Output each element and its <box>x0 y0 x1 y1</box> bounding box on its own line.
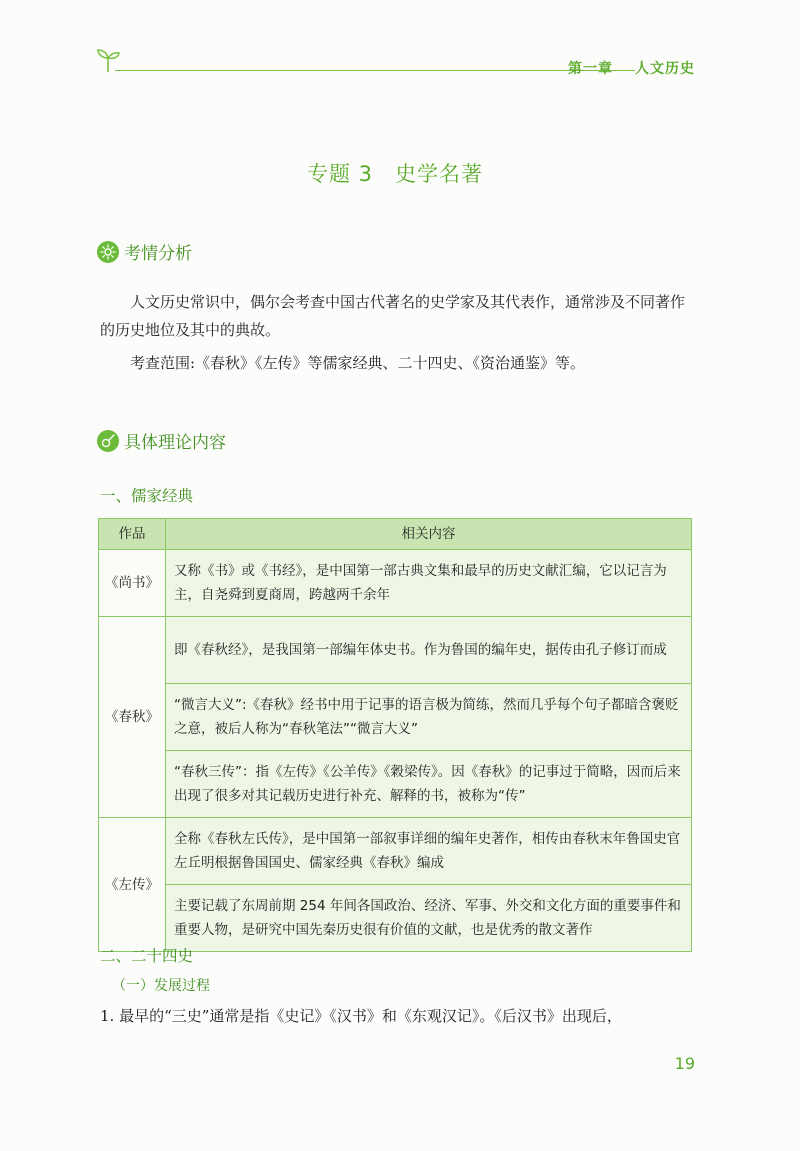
work-cell: 《春秋》 <box>99 617 166 818</box>
table-row <box>99 617 692 684</box>
content-cell: “春秋三传”：指《左传》《公羊传》《穀梁传》。因《春秋》的记事过于简略，因而后来出现了很多对其记载历史进行补充、解释的书，被称为“传” <box>166 751 692 818</box>
content-cell: 全称《春秋左氏传》，是中国第一部叙事详细的编年史著作，相传由春秋末年鲁国史官左丘明根据鲁国国史、儒家经典《春秋》编成 <box>166 818 692 885</box>
table-header-row <box>99 519 692 550</box>
chapter-title: 人文历史 <box>635 61 695 77</box>
classics-table <box>98 518 692 952</box>
table-row <box>99 550 692 617</box>
section-heading-text: 考情分析 <box>124 244 192 264</box>
analysis-paragraph-1: 人文历史常识中，偶尔会考查中国古代著名的史学家及其代表作，通常涉及不同著作的历史地位及其中的典故。 <box>100 293 686 339</box>
page-number: 19 <box>674 1054 695 1073</box>
column-header-content: 相关内容 <box>166 519 692 550</box>
content-cell: “微言大义”:《春秋》经书中用于记事的语言极为简练，然而几乎每个句子都暗含褒贬之意，被后人称为“春秋笔法”“微言大义” <box>166 684 692 751</box>
section-heading-text: 具体理论内容 <box>124 433 226 453</box>
subheading-development: （一）发展过程 <box>112 978 210 994</box>
page-header <box>95 44 695 84</box>
content-cell: 又称《书》或《书经》，是中国第一部古典文集和最早的历史文献汇编，它以记言为主，自尧舜到夏商周，跨越两千余年 <box>166 550 692 617</box>
history-paragraph-1: 1. 最早的“三史”通常是指《史记》《汉书》和《东观汉记》。《后汉书》出现后， <box>100 1007 622 1025</box>
topic-number: 专题 3 <box>306 162 374 186</box>
table-row <box>99 684 692 751</box>
header-divider <box>115 70 635 71</box>
topic-title <box>0 158 790 188</box>
content-cell: 主要记载了东周前期 254 年间各国政治、经济、军事、外交和文化方面的重要事件和重要人物，是研究中国先秦历史很有价值的文献，也是优秀的散文著作 <box>166 885 692 952</box>
work-cell: 《尚书》 <box>99 550 166 617</box>
subheading-confucian-classics: 一、儒家经典 <box>100 487 194 505</box>
section-heading-analysis <box>97 239 192 264</box>
work-cell: 《左传》 <box>99 818 166 952</box>
chapter-number: 第一章 <box>568 61 613 77</box>
topic-name: 史学名著 <box>395 162 484 186</box>
table-row <box>99 885 692 952</box>
content-cell: 即《春秋经》，是我国第一部编年体史书。作为鲁国的编年史，据传由孔子修订而成 <box>166 617 692 684</box>
sun-icon <box>97 241 119 263</box>
column-header-work: 作品 <box>99 519 166 550</box>
subheading-twenty-four-histories: 二、二十四史 <box>100 947 194 965</box>
analysis-paragraph-2: 考查范围:《春秋》《左传》等儒家经典、二十四史、《资治通鉴》等。 <box>130 354 586 372</box>
section-heading-theory <box>97 428 226 453</box>
table-row <box>99 818 692 885</box>
table-row <box>99 751 692 818</box>
instrument-icon <box>97 430 119 452</box>
chapter-label <box>568 58 695 78</box>
